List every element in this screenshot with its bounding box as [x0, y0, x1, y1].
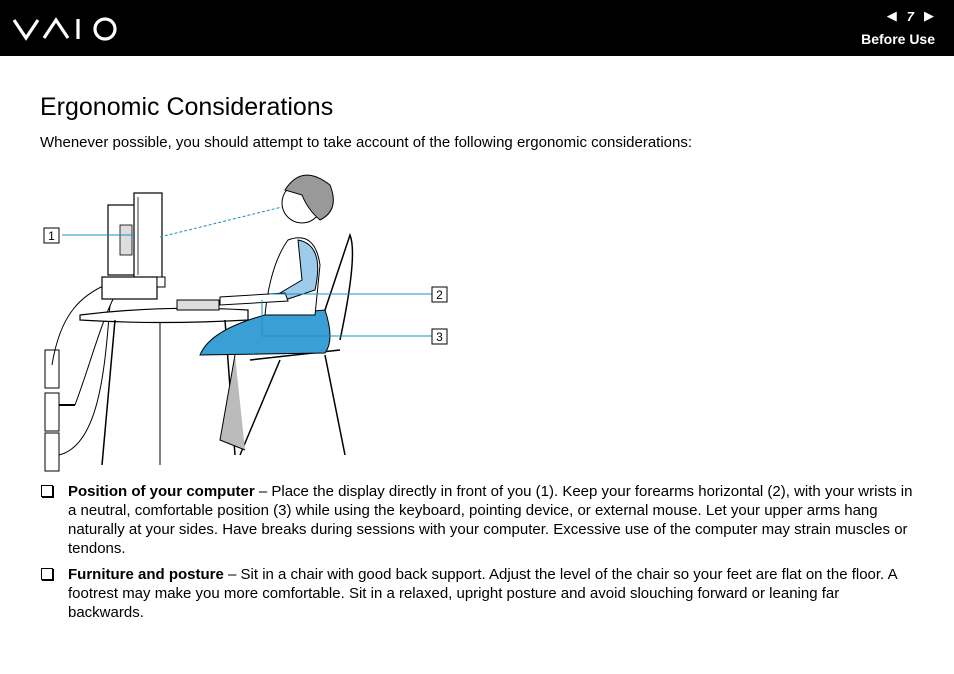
callout-3: 3 — [436, 330, 443, 344]
next-page-arrow-icon[interactable]: ▶ — [924, 8, 934, 23]
page-number: 7 — [906, 8, 914, 24]
callout-2: 2 — [436, 288, 443, 302]
page-title: Ergonomic Considerations — [40, 93, 334, 121]
list-item — [40, 565, 915, 622]
bullet-heading: Position of your computer — [68, 483, 255, 500]
page-navigation — [887, 8, 934, 24]
bullet-text: – Sit in a chair with good back support. Adjust the level of the chair so your feet are flat on the floor. A footrest may make you more comfortable. Sit in a relaxed, upright posture and avoid slouching forward or leaning far backwards. — [68, 566, 897, 621]
list-item — [40, 482, 915, 558]
section-title: Before Use — [861, 31, 935, 47]
bullet-list — [40, 482, 915, 629]
bullet-text: – Place the display directly in front of you (1). Keep your forearms horizontal (2), with your wrists in a neutral, comfortable position (3) while using the keyboard, pointing device, or external mouse. Let your upper arms hang naturally at your sides. Have breaks during sessions with your computer. Excessive use of the computer may strain muscles or tendons. — [68, 483, 913, 557]
header-bar — [0, 0, 954, 56]
intro-text: Whenever possible, you should attempt to take account of the following ergonomic considerations: — [40, 134, 693, 151]
prev-page-arrow-icon[interactable]: ◀ — [886, 8, 897, 23]
checkbox-icon — [41, 568, 53, 580]
callout-1: 1 — [48, 229, 55, 243]
checkbox-icon — [41, 485, 53, 497]
ergonomic-illustration — [40, 165, 460, 485]
vaio-logo — [12, 14, 122, 47]
bullet-heading: Furniture and posture — [68, 566, 224, 583]
